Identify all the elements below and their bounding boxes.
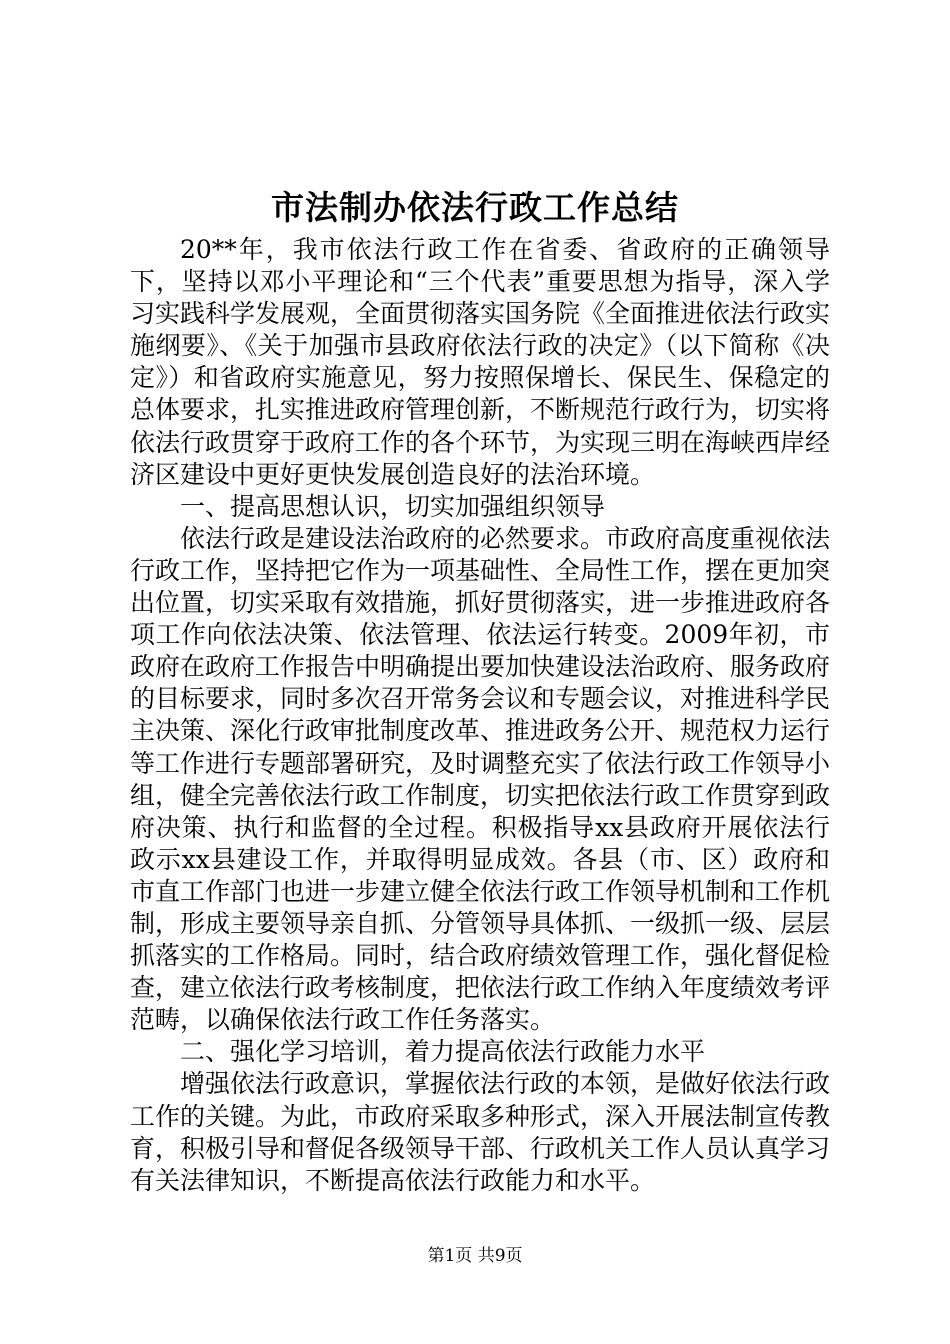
section-heading-1: 一、提高思想认识，切实加强组织领导 xyxy=(180,491,606,521)
document-title: 市法制办依法行政工作总结 xyxy=(271,188,679,227)
paragraph-intro: 20**年，我市依法行政工作在省委、省政府的正确领导下，坚持以邓小平理论和“三个代表”重要思想为指导，深入学习实践科学发展观，全面贯彻落实国务院《全面推进依法行政实施纲要》、《关于加强市县政府依法行政的决定》（以下简称《决定》）和省政府实施意见，努力按照保增长、保民生、保稳定的总体要求，扎实推进政府管理创新，不断规范行政行为，切实将依法行政贯穿于政府工作的各个环节，为实现三明在海峡西岸经济区建设中更好更快发展创造良好的法治环境。 xyxy=(130,235,831,489)
paragraph-section-2: 增强依法行政意识，掌握依法行政的本领，是做好依法行政工作的关键。为此，市政府采取多种形式，深入开展法制宣传教育，积极引导和督促各级领导干部、行政机关工作人员认真学习有关法律知识，不断提高依法行政能力和水平。 xyxy=(130,1069,831,1195)
section-heading-2: 二、强化学习培训，着力提高依法行政能力水平 xyxy=(180,1037,706,1067)
page-number-footer: 第1页 共9页 xyxy=(427,1246,523,1266)
document-body xyxy=(130,234,830,1197)
paragraph-section-1: 依法行政是建设法治政府的必然要求。市政府高度重视依法行政工作，坚持把它作为一项基础性、全局性工作，摆在更加突出位置，切实采取有效措施，抓好贯彻落实，进一步推进政府各项工作向依法决策、依法管理、依法运行转变。2009年初，市政府在政府工作报告中明确提出要加快建设法治政府、服务政府的目标要求，同时多次召开常务会议和专题会议，对推进科学民主决策、深化行政审批制度改革、推进政务公开、规范权力运行等工作进行专题部署研究，及时调整充实了依法行政工作领导小组，健全完善依法行政工作制度，切实把依法行政工作贯穿到政府决策、执行和监督的全过程。积极指导xx县政府开展依法行政示xx县建设工作，并取得明显成效。各县（市、区）政府和市直工作部门也进一步建立健全依法行政工作领导机制和工作机制，形成主要领导亲自抓、分管领导具体抓、一级抓一级、层层抓落实的工作格局。同时，结合政府绩效管理工作，强化督促检查，建立依法行政考核制度，把依法行政工作纳入年度绩效考评范畴，以确保依法行政工作任务落实。 xyxy=(130,523,831,1035)
